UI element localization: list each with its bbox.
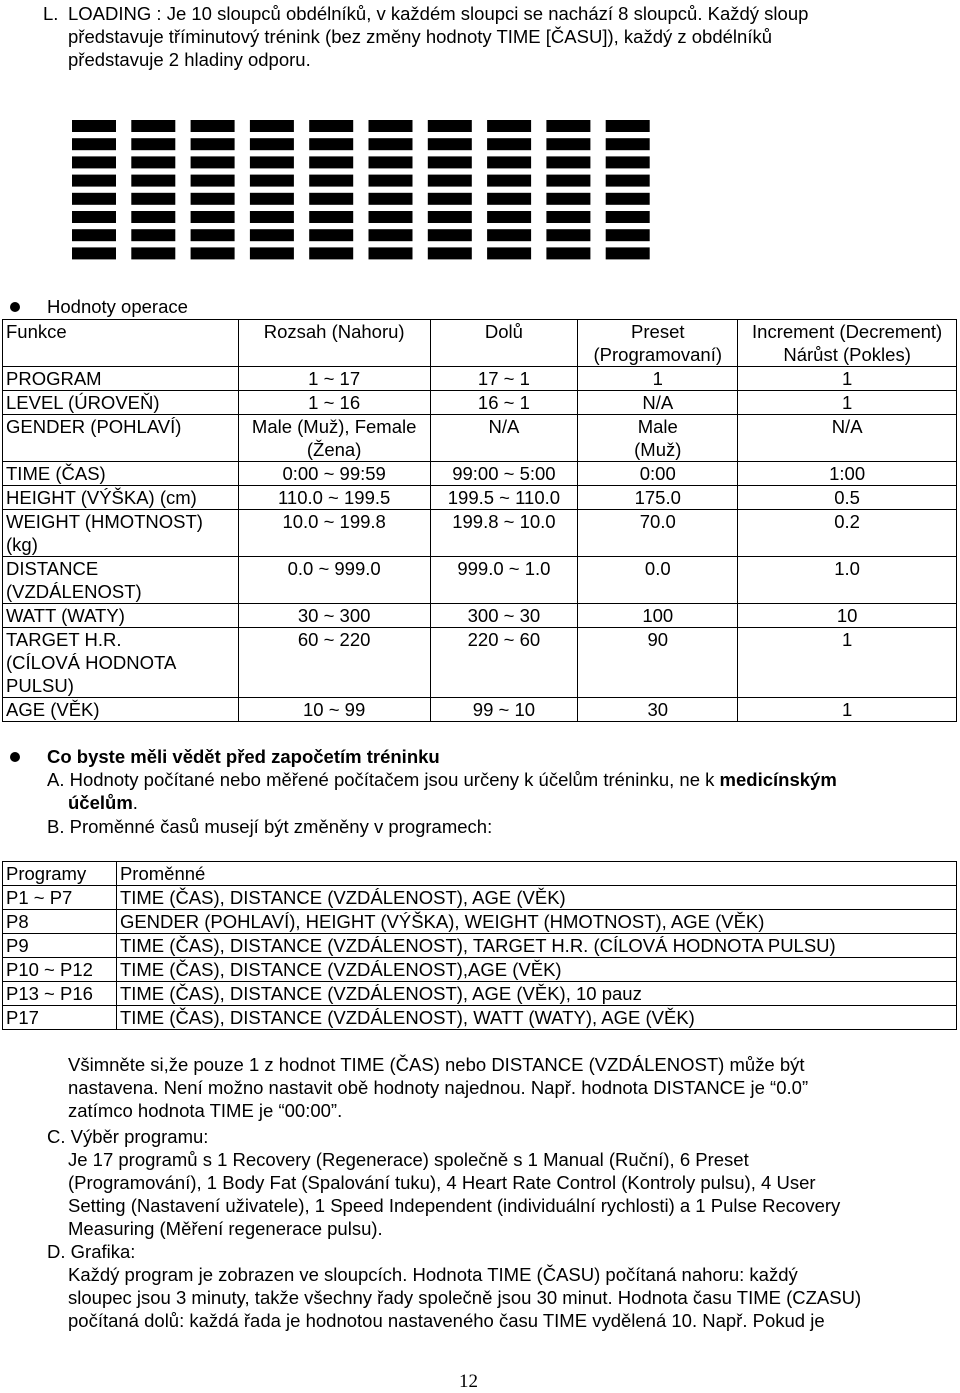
section-c-label: C. <box>47 1126 66 1147</box>
table-cell: 0:00 <box>578 462 738 486</box>
item-a-end: . <box>132 792 138 813</box>
loading-bar-segment <box>309 193 353 205</box>
table-row <box>3 910 957 934</box>
loading-bar-segment <box>72 175 116 187</box>
loading-bar-segment <box>428 211 472 223</box>
page-number: 12 <box>459 1371 478 1392</box>
table-cell: 0:00 ~ 99:59 <box>238 462 430 486</box>
loading-bar-segment <box>487 193 531 205</box>
table-cell: Male (Muž), Female (Žena) <box>238 415 430 462</box>
loading-bar-segment <box>191 138 235 150</box>
loading-bar-segment <box>250 156 294 168</box>
table-cell: 110.0 ~ 199.5 <box>238 486 430 510</box>
table-cell: 10 <box>738 604 957 628</box>
loading-bar-segment <box>546 211 590 223</box>
loading-bar-segment <box>546 175 590 187</box>
table-cell: 1 <box>578 367 738 391</box>
loading-bar-segment <box>428 120 472 132</box>
loading-bar-segment <box>546 229 590 241</box>
table-cell: 1 <box>738 367 957 391</box>
operations-heading: Hodnoty operace <box>47 296 188 317</box>
table-row <box>3 391 957 415</box>
section-c-line: Setting (Nastavení uživatele), 1 Speed Independent (individuální rychlosti) a 1 Pulse Recovery <box>68 1195 841 1216</box>
table-cell: Dolů <box>430 320 578 367</box>
table-cell: 220 ~ 60 <box>430 628 578 698</box>
table-cell: GENDER (POHLAVÍ) <box>3 415 239 462</box>
loading-bar-segment <box>369 193 413 205</box>
section-c-line: Je 17 programů s 1 Recovery (Regenerace) společně s 1 Manual (Ruční), 6 Preset <box>68 1149 749 1170</box>
loading-bar-segment <box>131 175 175 187</box>
loading-bar-segment <box>606 175 650 187</box>
table-cell: 0.5 <box>738 486 957 510</box>
loading-bar-segment <box>606 247 650 259</box>
loading-bar-segment <box>369 120 413 132</box>
table-cell: Funkce <box>3 320 239 367</box>
table-cell: Rozsah (Nahoru) <box>238 320 430 367</box>
table-cell: 1 <box>738 698 957 722</box>
table-cell: 1 ~ 17 <box>238 367 430 391</box>
loading-bar-segment <box>72 211 116 223</box>
table-cell: 1.0 <box>738 557 957 604</box>
loading-bar-segment <box>369 175 413 187</box>
loading-bar-segment <box>131 138 175 150</box>
section-d-text <box>68 1263 948 1332</box>
loading-bars-graphic <box>72 120 662 270</box>
table-cell: TIME (ČAS), DISTANCE (VZDÁLENOST), AGE (VĚK), 10 pauz <box>116 982 956 1006</box>
table-cell: PROGRAM <box>3 367 239 391</box>
loading-bar-segment <box>606 120 650 132</box>
table-cell: 0.0 ~ 999.0 <box>238 557 430 604</box>
loading-bar-segment <box>606 229 650 241</box>
loading-bar-segment <box>546 138 590 150</box>
section-d-line: sloupec jsou 3 minuty, takže všechny řady společně jsou 30 minut. Hodnota času TIME (CZASU) <box>68 1287 862 1308</box>
table-cell: P10 ~ P12 <box>3 958 117 982</box>
table-cell: 30 <box>578 698 738 722</box>
item-a-bold2: účelům <box>68 792 133 813</box>
table-cell: P8 <box>3 910 117 934</box>
table-cell: 0.0 <box>578 557 738 604</box>
loading-bar-segment <box>428 229 472 241</box>
table-cell: Programy <box>3 862 117 886</box>
table-row <box>3 628 957 698</box>
before-training-a <box>47 768 927 791</box>
loading-bar-segment <box>191 193 235 205</box>
section-d-line: počítaná dolů: každá řada je hodnotou nastaveného času TIME vydělená 10. Např. Pokud je <box>68 1310 825 1331</box>
loading-bar-segment <box>487 138 531 150</box>
table-cell: DISTANCE (VZDÁLENOST) <box>3 557 239 604</box>
table-cell: 999.0 ~ 1.0 <box>430 557 578 604</box>
loading-bar-segment <box>309 120 353 132</box>
table-cell: 30 ~ 300 <box>238 604 430 628</box>
loading-bar-segment <box>369 156 413 168</box>
loading-bar-segment <box>309 211 353 223</box>
loading-bar-segment <box>487 229 531 241</box>
section-d-line: Každý program je zobrazen ve sloupcích. Hodnota TIME (ČASU) počítaná nahoru: každý <box>68 1264 798 1285</box>
table-cell: GENDER (POHLAVÍ), HEIGHT (VÝŠKA), WEIGHT (HMOTNOST), AGE (VĚK) <box>116 910 956 934</box>
table-cell: TIME (ČAS), DISTANCE (VZDÁLENOST), WATT (WATY), AGE (VĚK) <box>116 1006 956 1030</box>
loading-bar-segment <box>428 193 472 205</box>
table-cell: 1 <box>738 391 957 415</box>
bullet-icon <box>10 302 20 312</box>
note-line: zatímco hodnota TIME je “00:00”. <box>68 1100 343 1121</box>
loading-bar-segment <box>72 120 116 132</box>
section-c-text <box>68 1148 948 1240</box>
table-cell: 1 <box>738 628 957 698</box>
loading-bar-segment <box>546 193 590 205</box>
loading-bar-segment <box>309 156 353 168</box>
table-cell: HEIGHT (VÝŠKA) (cm) <box>3 486 239 510</box>
table-row <box>3 604 957 628</box>
table-cell: 99 ~ 10 <box>430 698 578 722</box>
table-row <box>3 486 957 510</box>
note-line: Všimněte si,že pouze 1 z hodnot TIME (ČAS) nebo DISTANCE (VZDÁLENOST) může být <box>68 1054 805 1075</box>
loading-bar-segment <box>309 229 353 241</box>
section-c-title: Výběr programu: <box>70 1126 209 1147</box>
table-cell: N/A <box>430 415 578 462</box>
loading-bar-segment <box>72 247 116 259</box>
table-cell: P13 ~ P16 <box>3 982 117 1006</box>
programs-table <box>2 861 957 1030</box>
operations-table <box>2 319 957 722</box>
before-training-b: B. Proměnné časů musejí být změněny v programech: <box>47 816 493 837</box>
table-cell: Male (Muž) <box>578 415 738 462</box>
table-cell: 70.0 <box>578 510 738 557</box>
intro-line: představuje tříminutový trénink (bez změny hodnoty TIME [ČASU]), každý z obdélníků <box>68 26 772 47</box>
loading-bar-segment <box>250 138 294 150</box>
loading-bar-segment <box>309 175 353 187</box>
table-cell: P17 <box>3 1006 117 1030</box>
table-cell: Proměnné <box>116 862 956 886</box>
table-cell: Preset (Programovaní) <box>578 320 738 367</box>
before-training-heading: Co byste měli vědět před započetím tréninku <box>47 746 440 767</box>
table-cell: WATT (WATY) <box>3 604 239 628</box>
loading-bar-segment <box>428 247 472 259</box>
table-row <box>3 862 957 886</box>
loading-bar-segment <box>131 247 175 259</box>
loading-bar-segment <box>487 175 531 187</box>
loading-bar-segment <box>72 229 116 241</box>
table-cell: 1:00 <box>738 462 957 486</box>
table-cell: TARGET H.R. (CÍLOVÁ HODNOTA PULSU) <box>3 628 239 698</box>
table-cell: N/A <box>738 415 957 462</box>
loading-bar-segment <box>191 175 235 187</box>
intro-line: LOADING : Je 10 sloupců obdélníků, v každém sloupci se nachází 8 sloupců. Každý sloup <box>68 3 809 24</box>
loading-bar-segment <box>250 193 294 205</box>
table-cell: TIME (ČAS), DISTANCE (VZDÁLENOST), AGE (VĚK) <box>116 886 956 910</box>
loading-bar-segment <box>131 211 175 223</box>
loading-bar-segment <box>606 156 650 168</box>
loading-bar-segment <box>250 175 294 187</box>
table-cell: N/A <box>578 391 738 415</box>
loading-bar-segment <box>546 120 590 132</box>
loading-bar-segment <box>369 211 413 223</box>
loading-bar-segment <box>131 120 175 132</box>
loading-bar-segment <box>191 229 235 241</box>
loading-bar-segment <box>487 120 531 132</box>
table-row <box>3 958 957 982</box>
loading-bar-segment <box>191 211 235 223</box>
loading-bar-segment <box>250 211 294 223</box>
table-cell: TIME (ČAS), DISTANCE (VZDÁLENOST),AGE (VĚK) <box>116 958 956 982</box>
loading-bar-segment <box>369 247 413 259</box>
loading-bar-segment <box>428 175 472 187</box>
table-row <box>3 320 957 367</box>
table-cell: 17 ~ 1 <box>430 367 578 391</box>
loading-bar-segment <box>369 229 413 241</box>
loading-bar-segment <box>309 247 353 259</box>
loading-bar-segment <box>72 193 116 205</box>
table-row <box>3 510 957 557</box>
table-cell: 1 ~ 16 <box>238 391 430 415</box>
loading-bar-segment <box>606 193 650 205</box>
table-cell: AGE (VĚK) <box>3 698 239 722</box>
table-row <box>3 886 957 910</box>
table-cell: 199.5 ~ 110.0 <box>430 486 578 510</box>
table-cell: 90 <box>578 628 738 698</box>
table-row <box>3 698 957 722</box>
loading-bar-segment <box>191 156 235 168</box>
section-c-line: Measuring (Měření regenerace pulsu). <box>68 1218 383 1239</box>
loading-bar-segment <box>250 229 294 241</box>
loading-bar-segment <box>131 229 175 241</box>
intro-text <box>68 2 928 71</box>
table-cell: 99:00 ~ 5:00 <box>430 462 578 486</box>
loading-bar-segment <box>428 138 472 150</box>
loading-bar-segment <box>546 156 590 168</box>
table-cell: 60 ~ 220 <box>238 628 430 698</box>
note-line: nastavena. Není možno nastavit obě hodnoty najednou. Např. hodnota DISTANCE je “0.0” <box>68 1077 809 1098</box>
loading-bar-segment <box>131 193 175 205</box>
table-cell: P1 ~ P7 <box>3 886 117 910</box>
loading-bar-segment <box>369 138 413 150</box>
table-row <box>3 557 957 604</box>
table-row <box>3 1006 957 1030</box>
loading-bar-segment <box>606 138 650 150</box>
table-cell: 16 ~ 1 <box>430 391 578 415</box>
table-cell: TIME (ČAS), DISTANCE (VZDÁLENOST), TARGET H.R. (CÍLOVÁ HODNOTA PULSU) <box>116 934 956 958</box>
table-cell: 175.0 <box>578 486 738 510</box>
loading-bar-segment <box>72 138 116 150</box>
table-cell: P9 <box>3 934 117 958</box>
section-d-heading <box>47 1240 135 1263</box>
loading-bar-segment <box>309 138 353 150</box>
table-row <box>3 462 957 486</box>
loading-bar-segment <box>250 120 294 132</box>
table-cell: 300 ~ 30 <box>430 604 578 628</box>
item-a-text: A. Hodnoty počítané nebo měřené počítačem jsou určeny k účelům tréninku, ne k <box>47 769 720 790</box>
loading-bar-segment <box>191 247 235 259</box>
table-cell: LEVEL (ÚROVEŇ) <box>3 391 239 415</box>
section-c-line: (Programování), 1 Body Fat (Spalování tuku), 4 Heart Rate Control (Kontroly pulsu), 4 User <box>68 1172 816 1193</box>
intro-label: L. <box>43 3 59 24</box>
table-row <box>3 934 957 958</box>
loading-bar-segment <box>250 247 294 259</box>
loading-bar-segment <box>191 120 235 132</box>
before-training-a-cont <box>68 791 138 814</box>
table-cell: TIME (ČAS) <box>3 462 239 486</box>
section-d-label: D. <box>47 1241 66 1262</box>
table-cell: Increment (Decrement) Nárůst (Pokles) <box>738 320 957 367</box>
table-row <box>3 982 957 1006</box>
loading-bar-segment <box>487 247 531 259</box>
loading-bar-segment <box>487 156 531 168</box>
section-d-title: Grafika: <box>70 1241 136 1262</box>
loading-bar-segment <box>428 156 472 168</box>
loading-bar-segment <box>487 211 531 223</box>
table-row <box>3 367 957 391</box>
intro-line: představuje 2 hladiny odporu. <box>68 49 311 70</box>
table-cell: 100 <box>578 604 738 628</box>
table-cell: 0.2 <box>738 510 957 557</box>
table-cell: WEIGHT (HMOTNOST) (kg) <box>3 510 239 557</box>
loading-bar-segment <box>72 156 116 168</box>
section-c-heading <box>47 1125 208 1148</box>
table-row <box>3 415 957 462</box>
bullet-icon <box>10 752 20 762</box>
table-cell: 10.0 ~ 199.8 <box>238 510 430 557</box>
item-a-bold: medicínským <box>719 769 837 790</box>
loading-bar-segment <box>131 156 175 168</box>
table-cell: 199.8 ~ 10.0 <box>430 510 578 557</box>
table-cell: 10 ~ 99 <box>238 698 430 722</box>
loading-bar-segment <box>606 211 650 223</box>
note-paragraph <box>68 1053 938 1122</box>
loading-bar-segment <box>546 247 590 259</box>
